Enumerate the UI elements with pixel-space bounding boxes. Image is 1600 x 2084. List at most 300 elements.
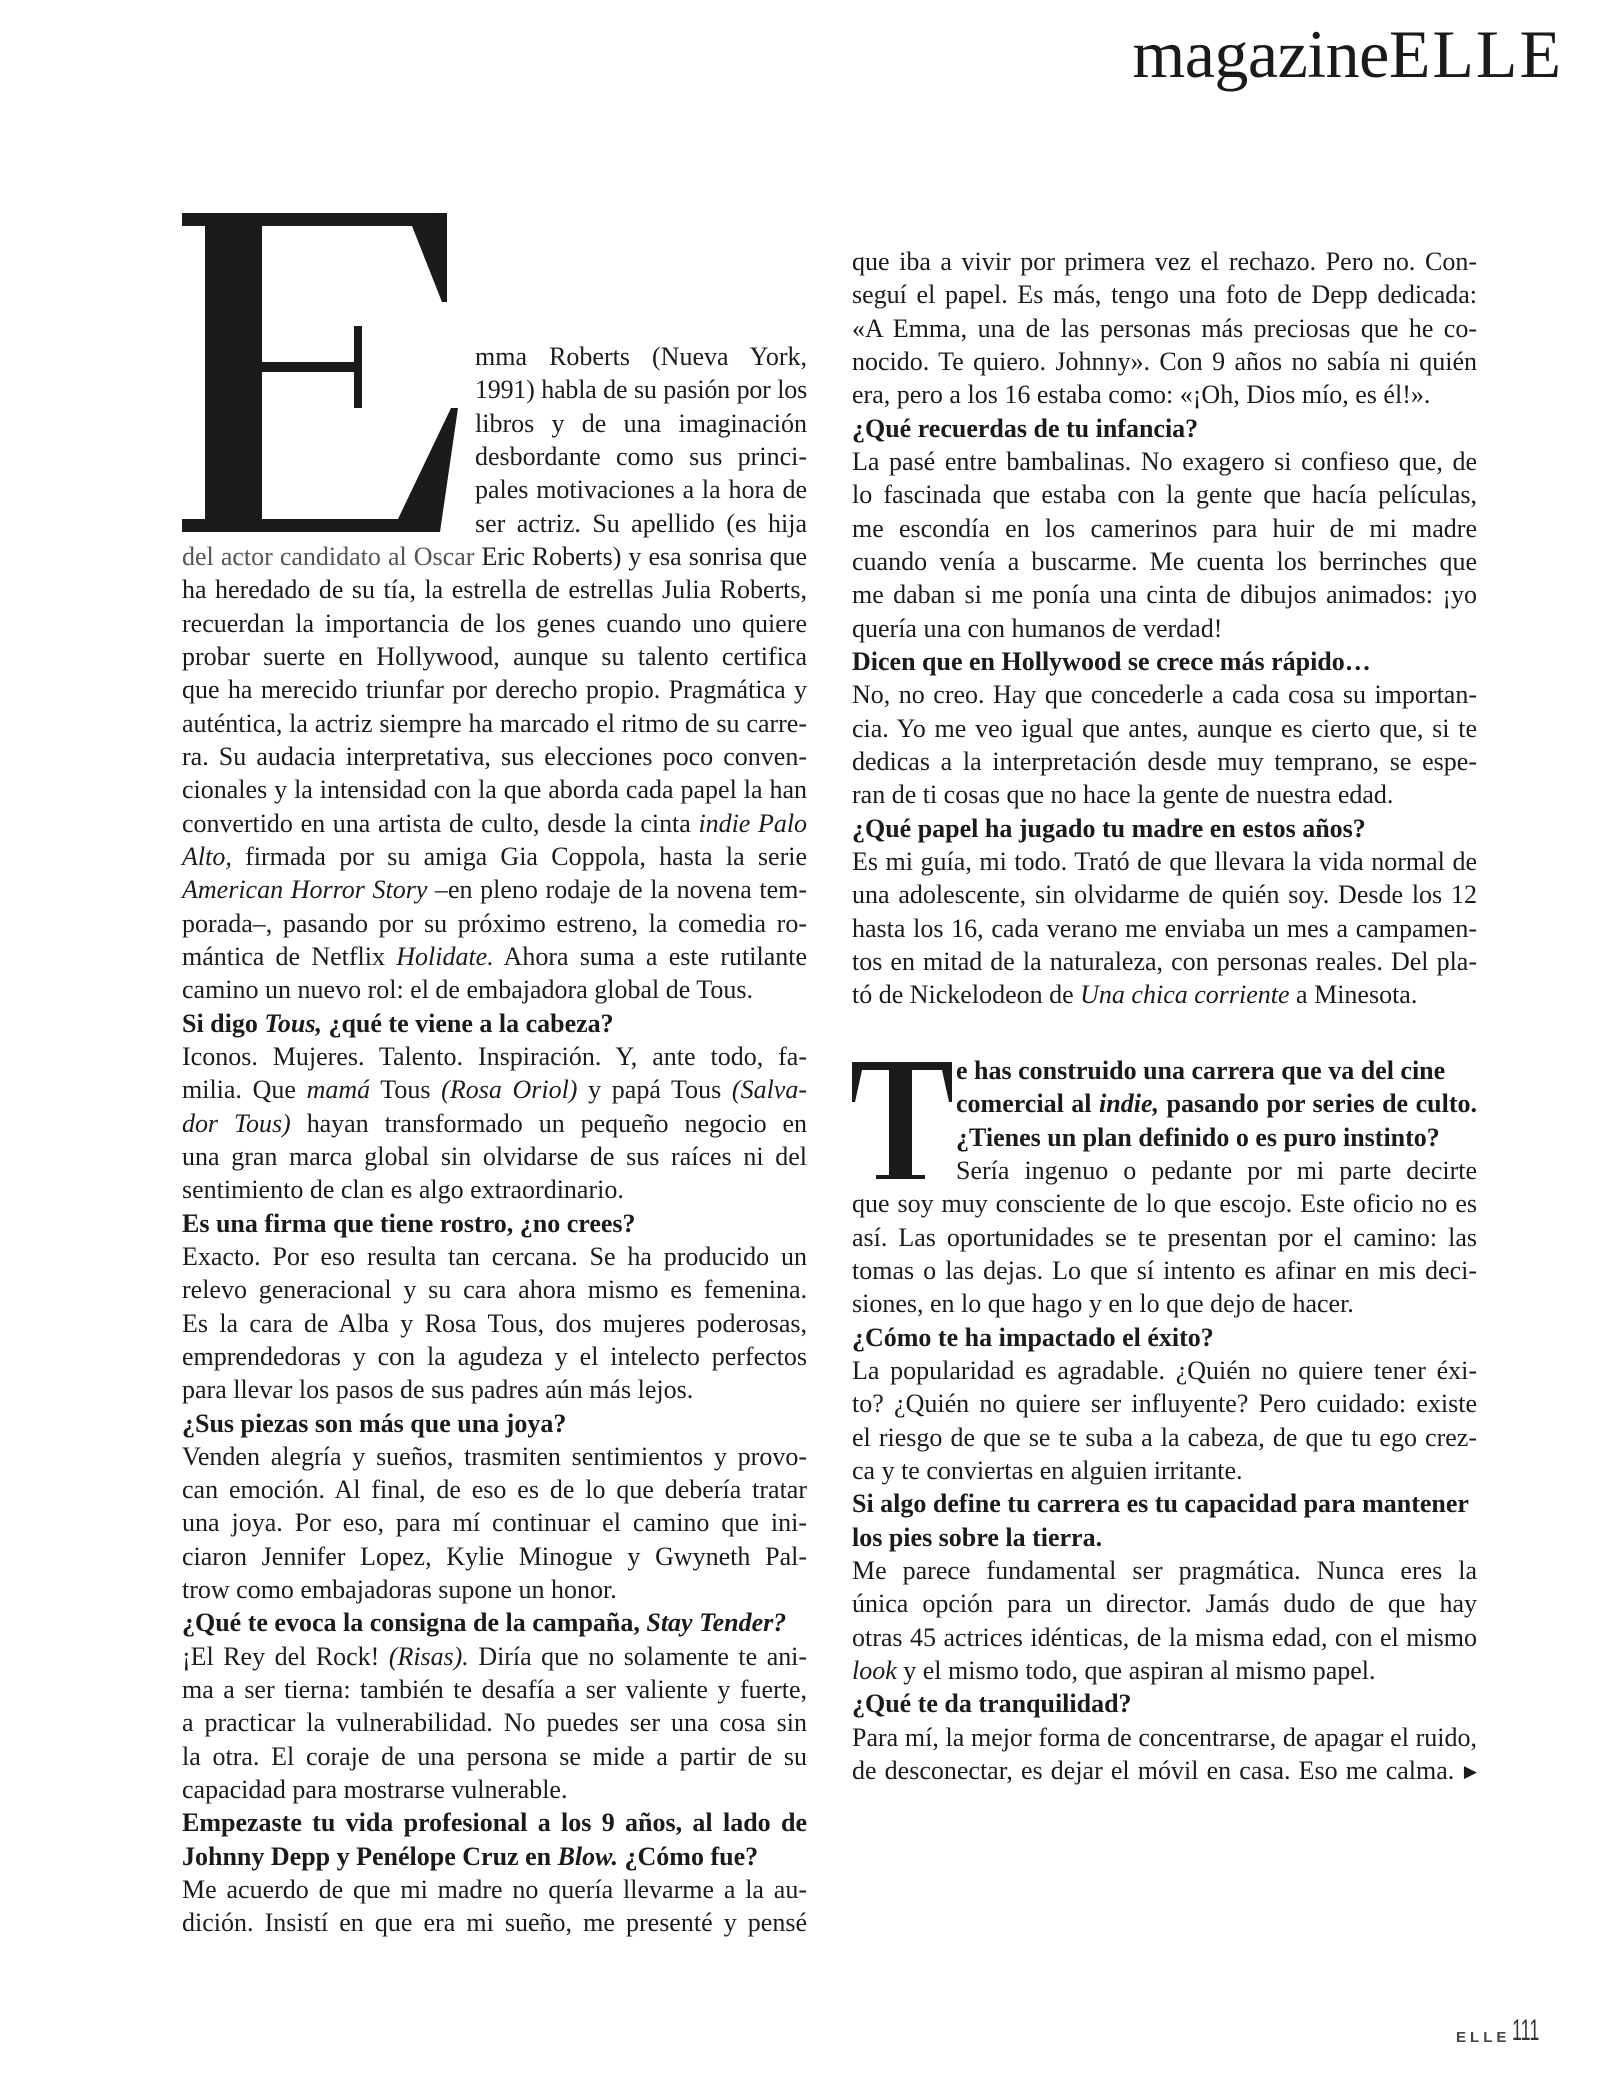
article-line	[182, 507, 807, 540]
question-text: ¿qué te viene a la cabeza?	[321, 1008, 614, 1038]
line-text	[475, 509, 807, 538]
question-text: los pies sobre la tierra.	[852, 1522, 1103, 1552]
body-text: milia. Que	[182, 1075, 307, 1105]
italic-text: (Rosa Oriol)	[441, 1075, 578, 1105]
article-line	[182, 673, 807, 706]
line-text	[182, 1908, 807, 1937]
article-line	[182, 407, 807, 440]
article-line	[852, 1154, 1477, 1187]
article-line	[182, 1373, 807, 1406]
question-text: ¿Qué recuerdas de tu infancia?	[852, 413, 1199, 443]
body-text: Iconos. Mujeres. Talento. Inspiración. Y, ante todo, fa-	[182, 1041, 807, 1071]
article-line	[182, 573, 807, 606]
body-text: ra. Su audacia interpretativa, sus elecciones poco conven-	[182, 741, 807, 771]
page-number: 111	[1512, 2014, 1540, 2047]
question-text: Es una firma que tiene rostro, ¿no crees?	[182, 1208, 636, 1238]
line-text	[182, 609, 807, 638]
article-line	[182, 1873, 807, 1906]
article-line	[182, 1506, 807, 1539]
line-text	[182, 775, 807, 804]
line-text	[852, 1589, 1477, 1618]
article-line	[182, 1473, 807, 1506]
article-line	[182, 1307, 807, 1340]
body-text: que iba a vivir por primera vez el rechazo. Pero no. Con-	[852, 247, 1477, 276]
body-text: tó de Nickelodeon de	[852, 980, 1081, 1010]
line-text	[182, 1742, 807, 1771]
article-line	[852, 1487, 1477, 1520]
line-text	[852, 1456, 1243, 1485]
body-text: 1991) habla de su pasión por los	[475, 375, 807, 405]
body-text: Exacto. Por eso resulta tan cercana. Se ha producido un	[182, 1241, 807, 1271]
body-text: pales motivaciones a la hora de	[475, 475, 807, 505]
line-text	[852, 414, 1198, 443]
line-text	[182, 1608, 786, 1637]
article-line	[182, 1007, 807, 1040]
line-text	[852, 280, 1477, 309]
italic-text: Alto,	[182, 841, 232, 871]
line-text	[852, 1223, 1477, 1252]
article-line	[182, 1140, 807, 1173]
article-line	[182, 373, 807, 406]
body-text: Sería ingenuo o pedante por mi parte decirte	[956, 1155, 1477, 1185]
line-text	[182, 1275, 807, 1304]
article-line	[852, 1321, 1477, 1354]
article-right-column-top	[852, 245, 1477, 1012]
question-text: comercial al	[956, 1089, 1100, 1119]
line-text	[475, 442, 807, 471]
line-text	[182, 575, 807, 604]
body-text: la otra. El coraje de una persona se mide a partir de su	[182, 1741, 807, 1771]
article-line	[852, 612, 1477, 645]
body-text: cia. Yo me veo igual que antes, aunque es cierto que, si te	[852, 713, 1477, 743]
body-text: tomas o las dejas. Lo que sí intento es afinar en mis deci-	[852, 1255, 1477, 1285]
line-text	[852, 1523, 1102, 1552]
body-text: can emoción. Al final, de eso es de lo que debería tratar	[182, 1475, 807, 1505]
line-text	[852, 1723, 1477, 1752]
body-text: a Minesota.	[1289, 980, 1418, 1010]
line-text	[852, 480, 1477, 509]
body-text: cionales y la intensidad con la que aborda cada papel la han	[182, 775, 807, 805]
line-text	[852, 1556, 1477, 1585]
body-text: La pasé entre bambalinas. No exagero si confieso que, de	[852, 446, 1477, 476]
body-text: nocido. Te quiero. Johnny». Con 9 años no sabía ni quién	[852, 346, 1477, 376]
body-text: ¡El Rey del Rock!	[182, 1641, 389, 1671]
line-text	[182, 1175, 624, 1204]
body-text: tos en mitad de la naturaleza, con personas reales. Del pla-	[852, 946, 1477, 976]
body-text: me daban si me ponía una cinta de dibujos animados: ¡yo	[852, 580, 1477, 610]
line-text	[852, 1189, 1477, 1218]
body-text: dedicas a la interpretación desde muy temprano, se espe-	[852, 746, 1477, 776]
line-text	[852, 1623, 1477, 1652]
article-line	[852, 812, 1477, 845]
article-line	[182, 1740, 807, 1773]
article-line	[182, 1673, 807, 1706]
body-text: quería una con humanos de verdad!	[852, 613, 1223, 643]
article-line	[852, 778, 1477, 811]
question-text: Tous,	[264, 1008, 322, 1038]
line-text	[182, 1775, 567, 1804]
line-text	[852, 1323, 1214, 1352]
article-line	[182, 1573, 807, 1606]
article-line	[852, 1087, 1477, 1120]
body-text: hasta los 16, cada verano me enviaba un mes a campamen-	[852, 913, 1477, 943]
line-text	[182, 1375, 693, 1404]
body-text: Venden alegría y sueños, trasmiten sentimientos y provo-	[182, 1441, 807, 1471]
line-text	[182, 1708, 807, 1737]
line-text	[182, 742, 807, 771]
article-line	[852, 645, 1477, 678]
article-line	[852, 445, 1477, 478]
body-text: Para mí, la mejor forma de concentrarse, de apagar el ruido,	[852, 1722, 1477, 1752]
body-text: otras 45 actrices idénticas, de la misma edad, con el mismo	[852, 1622, 1477, 1652]
article-line	[852, 745, 1477, 778]
article-line	[852, 245, 1477, 278]
body-text: así. Las oportunidades se te presentan por el camino: las	[852, 1222, 1477, 1252]
article-line	[852, 478, 1477, 511]
question-text: Si digo	[182, 1008, 265, 1038]
line-text	[852, 880, 1477, 909]
line-text	[852, 747, 1477, 776]
question-text: ¿Tienes un plan definido o es puro instinto?	[956, 1122, 1440, 1152]
article-line	[182, 1540, 807, 1573]
line-text	[182, 909, 807, 938]
body-text: a practicar la vulnerabilidad. No puedes ser una cosa sin	[182, 1708, 807, 1738]
body-text: La popularidad es agradable. ¿Quién no quiere tener éxi-	[852, 1355, 1477, 1385]
article-line	[852, 678, 1477, 711]
body-text: to? ¿Quién no quiere ser influyente? Pero cuidado: existe	[852, 1389, 1477, 1419]
italic-text: look	[852, 1655, 897, 1685]
question-text: ¿Cómo te ha impactado el éxito?	[852, 1322, 1214, 1352]
body-text: desbordante como sus princi-	[475, 441, 807, 471]
question-text: ¿Qué papel ha jugado tu madre en estos años?	[852, 813, 1366, 843]
line-text	[852, 914, 1477, 943]
body-text: y el mismo todo, que aspiran al mismo papel.	[896, 1655, 1376, 1685]
italic-text: mamá	[306, 1075, 371, 1105]
line-text	[852, 1689, 1132, 1718]
article-line	[182, 1040, 807, 1073]
article-line	[182, 1440, 807, 1473]
article-line	[182, 607, 807, 640]
article-line	[182, 840, 807, 873]
question-text: indie,	[1099, 1089, 1159, 1119]
article-line	[852, 1754, 1477, 1787]
line-text	[852, 780, 1393, 809]
line-text	[475, 475, 807, 504]
article-line	[182, 1340, 807, 1373]
line-text	[852, 1756, 1454, 1785]
body-text: Diría que no solamente te ani-	[468, 1641, 807, 1671]
article-line	[182, 773, 807, 806]
body-text: del actor candidato al Oscar	[182, 541, 475, 571]
line-text	[182, 542, 807, 571]
article-line	[182, 473, 807, 506]
line-text	[852, 947, 1477, 976]
line-text	[182, 1242, 807, 1271]
question-text: e has construido una carrera que va del cine	[956, 1056, 1446, 1085]
article-left-column	[182, 340, 807, 1940]
line-text	[182, 1442, 807, 1471]
article-line	[852, 578, 1477, 611]
line-text	[852, 1656, 1376, 1685]
body-text: cuando venía a buscarme. Me cuenta los berrinches que	[852, 546, 1477, 576]
article-line	[852, 1587, 1477, 1620]
line-text	[852, 380, 1430, 409]
article-line	[182, 973, 807, 1006]
line-text	[852, 1489, 1469, 1518]
article-line	[182, 1173, 807, 1206]
folio-brand: ELLE	[1456, 2029, 1511, 2046]
line-text	[956, 1089, 1477, 1118]
article-line	[852, 1554, 1477, 1587]
article-line	[852, 1721, 1477, 1754]
article-line	[852, 878, 1477, 911]
article-line	[182, 1107, 807, 1140]
article-line	[182, 1606, 807, 1639]
body-text: Me acuerdo de que mi madre no quería llevarme a la au-	[182, 1875, 807, 1905]
body-text: que ha merecido triunfar por derecho propio. Pragmática y	[182, 675, 807, 705]
question-text: Dicen que en Hollywood se crece más rápido…	[852, 646, 1371, 676]
line-text	[182, 675, 807, 704]
line-text	[475, 342, 807, 371]
line-text	[852, 447, 1477, 476]
body-text: Es mi guía, mi todo. Trató de que llevara la vida normal de	[852, 846, 1477, 876]
line-text	[182, 1508, 807, 1537]
italic-text: (Salva-	[731, 1075, 807, 1105]
article-line	[852, 1287, 1477, 1320]
question-text: Empezaste tu vida profesional a los 9 años, al lado de	[182, 1808, 807, 1838]
body-text: recuerdan la importancia de los genes cuando uno quiere	[182, 608, 807, 638]
body-text: ciaron Jennifer Lopez, Kylie Minogue y Gwyneth Pal-	[182, 1541, 807, 1571]
line-text	[182, 1542, 807, 1571]
article-line	[182, 873, 807, 906]
article-line	[852, 1521, 1477, 1554]
line-text	[182, 1342, 807, 1371]
article-line	[852, 1221, 1477, 1254]
question-text: ¿Qué te evoca la consigna de la campaña,	[182, 1608, 647, 1638]
body-text: mma Roberts (Nueva York,	[475, 342, 807, 371]
article-line	[852, 512, 1477, 545]
body-text: Eric Roberts) y esa sonrisa que	[474, 541, 807, 571]
question-text: ¿Cómo fue?	[618, 1841, 759, 1871]
body-text: ha heredado de su tía, la estrella de estrellas Julia Roberts,	[182, 575, 807, 605]
line-text	[182, 875, 807, 904]
article-line	[852, 945, 1477, 978]
body-text: para llevar los pasos de sus padres aún más lejos.	[182, 1375, 694, 1405]
masthead-brand: ELLE	[1388, 16, 1563, 92]
line-text	[182, 642, 807, 671]
article-line	[852, 1254, 1477, 1287]
article-line	[182, 1706, 807, 1739]
line-text	[182, 1075, 807, 1104]
question-text: pasando por series de culto.	[1158, 1089, 1477, 1119]
line-text	[956, 1123, 1440, 1152]
line-text	[182, 1009, 614, 1038]
article-line	[852, 1654, 1477, 1687]
question-text: ¿Qué te da tranquilidad?	[852, 1689, 1132, 1719]
article-line	[852, 1054, 1477, 1087]
line-text	[182, 1142, 807, 1171]
body-text: seguí el papel. Es más, tengo una foto de Depp dedicada:	[852, 280, 1477, 310]
line-text	[182, 1042, 807, 1071]
line-text	[852, 814, 1366, 843]
line-text	[852, 347, 1477, 376]
article-line	[182, 1240, 807, 1273]
article-line	[182, 1207, 807, 1240]
article-line	[182, 1773, 807, 1806]
article-line	[182, 1640, 807, 1673]
line-text	[182, 1309, 807, 1338]
line-text	[182, 1209, 636, 1238]
italic-text: Una chica corriente	[1080, 980, 1290, 1010]
article-line	[852, 1687, 1477, 1720]
line-text	[182, 1475, 807, 1504]
body-text: libros y de una imaginación	[475, 408, 807, 438]
article-line	[182, 707, 807, 740]
article-line	[852, 312, 1477, 345]
question-text: ¿Sus piezas son más que una joya?	[182, 1408, 567, 1438]
magazine-masthead	[1132, 14, 1563, 94]
line-text	[852, 1356, 1477, 1385]
article-line	[182, 1073, 807, 1106]
article-line	[182, 1407, 807, 1440]
article-line	[852, 1454, 1477, 1487]
italic-text: American Horror Story	[182, 875, 428, 905]
line-text	[956, 1056, 1445, 1085]
line-text	[852, 314, 1477, 343]
body-text: No, no creo. Hay que concederle a cada cosa su importan-	[852, 680, 1477, 710]
line-text	[182, 1642, 807, 1671]
article-line	[182, 807, 807, 840]
italic-text: (Risas).	[388, 1641, 469, 1671]
body-text: ca y te conviertas en alguien irritante.	[852, 1455, 1243, 1485]
body-text: auténtica, la actriz siempre ha marcado el ritmo de su carre-	[182, 708, 807, 738]
body-text: trow como embajadoras supone un honor.	[182, 1575, 617, 1605]
article-line	[182, 1840, 807, 1873]
article-line	[852, 278, 1477, 311]
question-text: Blow.	[557, 1841, 619, 1871]
article-line	[852, 378, 1477, 411]
line-text	[182, 1409, 566, 1438]
body-text: hayan transformado un pequeño negocio en	[290, 1108, 808, 1138]
article-line	[182, 940, 807, 973]
article-line	[852, 412, 1477, 445]
body-text: porada–, pasando por su próximo estreno, la comedia ro-	[182, 908, 807, 938]
line-text	[852, 514, 1477, 543]
play-triangle-icon: ▶	[1462, 1761, 1477, 1781]
body-text: –en pleno rodaje de la novena tem-	[427, 875, 807, 905]
line-text	[182, 942, 807, 971]
masthead-prefix: magazine	[1132, 16, 1389, 92]
body-text: ser actriz. Su apellido (es hija	[475, 508, 807, 538]
body-text: «A Emma, una de las personas más preciosas que he co-	[852, 313, 1477, 343]
article-line	[852, 1187, 1477, 1220]
line-text	[852, 647, 1371, 676]
line-text	[182, 975, 753, 1004]
line-text	[182, 809, 807, 838]
body-text: y papá Tous	[577, 1075, 732, 1105]
body-text: Ahora suma a este rutilante	[493, 941, 807, 971]
article-line	[852, 1421, 1477, 1454]
article-right-column-bottom	[852, 1054, 1477, 1787]
line-text	[852, 980, 1417, 1009]
italic-text: indie Palo	[698, 808, 807, 838]
article-line	[852, 1387, 1477, 1420]
article-line	[852, 1354, 1477, 1387]
body-text: ran de ti cosas que no hace la gente de nuestra edad.	[852, 780, 1394, 810]
body-text: Me parece fundamental ser pragmática. Nunca eres la	[852, 1555, 1477, 1585]
article-line	[182, 640, 807, 673]
line-text	[852, 580, 1477, 609]
line-text	[182, 1675, 807, 1704]
line-text	[852, 247, 1477, 276]
body-text: relevo generacional y su cara ahora mismo es femenina.	[182, 1275, 807, 1305]
article-line	[182, 1806, 807, 1839]
italic-text: dor Tous)	[182, 1108, 291, 1138]
body-text: sentimiento de clan es algo extraordinario.	[182, 1175, 624, 1205]
body-text: dición. Insistí en que era mi sueño, me presenté y pensé	[182, 1908, 807, 1938]
question-text: Johnny Depp y Penélope Cruz en	[182, 1841, 558, 1871]
body-text: Tous	[370, 1075, 442, 1105]
body-text: firmada por su amiga Gia Coppola, hasta la serie	[231, 841, 807, 871]
line-text	[852, 680, 1477, 709]
line-text	[852, 1256, 1477, 1285]
body-text: mántica de Netflix	[182, 941, 397, 971]
body-text: que soy muy consciente de lo que escojo. Este oficio no es	[852, 1189, 1477, 1219]
body-text: era, pero a los 16 estaba como: «¡Oh, Dios mío, es él!».	[852, 380, 1431, 410]
article-line	[182, 907, 807, 940]
line-text	[852, 1423, 1477, 1452]
line-text	[852, 614, 1222, 643]
body-text: emprendedoras y con la agudeza y el intelecto perfectos	[182, 1341, 807, 1371]
article-line	[182, 440, 807, 473]
line-text	[182, 842, 807, 871]
line-text	[852, 714, 1477, 743]
body-text: el riesgo de que se te suba a la cabeza, de que tu ego crez-	[852, 1422, 1477, 1452]
body-text: Es la cara de Alba y Rosa Tous, dos mujeres poderosas,	[182, 1308, 807, 1338]
body-text: me escondía en los camerinos para huir de mi madre	[852, 513, 1477, 543]
article-line	[182, 340, 807, 373]
article-line	[852, 978, 1477, 1011]
line-text	[956, 1156, 1477, 1185]
page-folio	[1456, 2016, 1558, 2046]
article-line	[852, 345, 1477, 378]
body-text: camino un nuevo rol: el de embajadora global de Tous.	[182, 975, 753, 1005]
body-text: ma a ser tierna: también te desafía a ser valiente y fuerte,	[182, 1675, 807, 1705]
line-text	[475, 409, 807, 438]
question-text: Si algo define tu carrera es tu capacidad para mantener	[852, 1489, 1469, 1519]
body-text: lo fascinada que estaba con la gente que hacía películas,	[852, 480, 1477, 510]
body-text: siones, en lo que hago y en lo que dejo de hacer.	[852, 1289, 1354, 1319]
body-text: una joya. Por eso, para mí continuar el camino que ini-	[182, 1508, 807, 1538]
article-line	[182, 1273, 807, 1306]
line-text	[182, 709, 807, 738]
line-text	[852, 1289, 1354, 1318]
article-line	[852, 545, 1477, 578]
article-line	[852, 1621, 1477, 1654]
body-text: única opción para un director. Jamás dudo de que hay	[852, 1589, 1477, 1619]
article-line	[182, 740, 807, 773]
article-line	[852, 845, 1477, 878]
line-text	[182, 1808, 807, 1837]
body-text: capacidad para mostrarse vulnerable.	[182, 1775, 568, 1805]
article-line	[852, 912, 1477, 945]
italic-text: Holidate.	[396, 941, 494, 971]
line-text	[182, 1109, 807, 1138]
line-text	[852, 547, 1477, 576]
body-text: una gran marca global sin olvidarse de sus raíces ni del	[182, 1141, 807, 1171]
line-text	[852, 847, 1477, 876]
question-text: Stay Tender?	[646, 1608, 787, 1638]
